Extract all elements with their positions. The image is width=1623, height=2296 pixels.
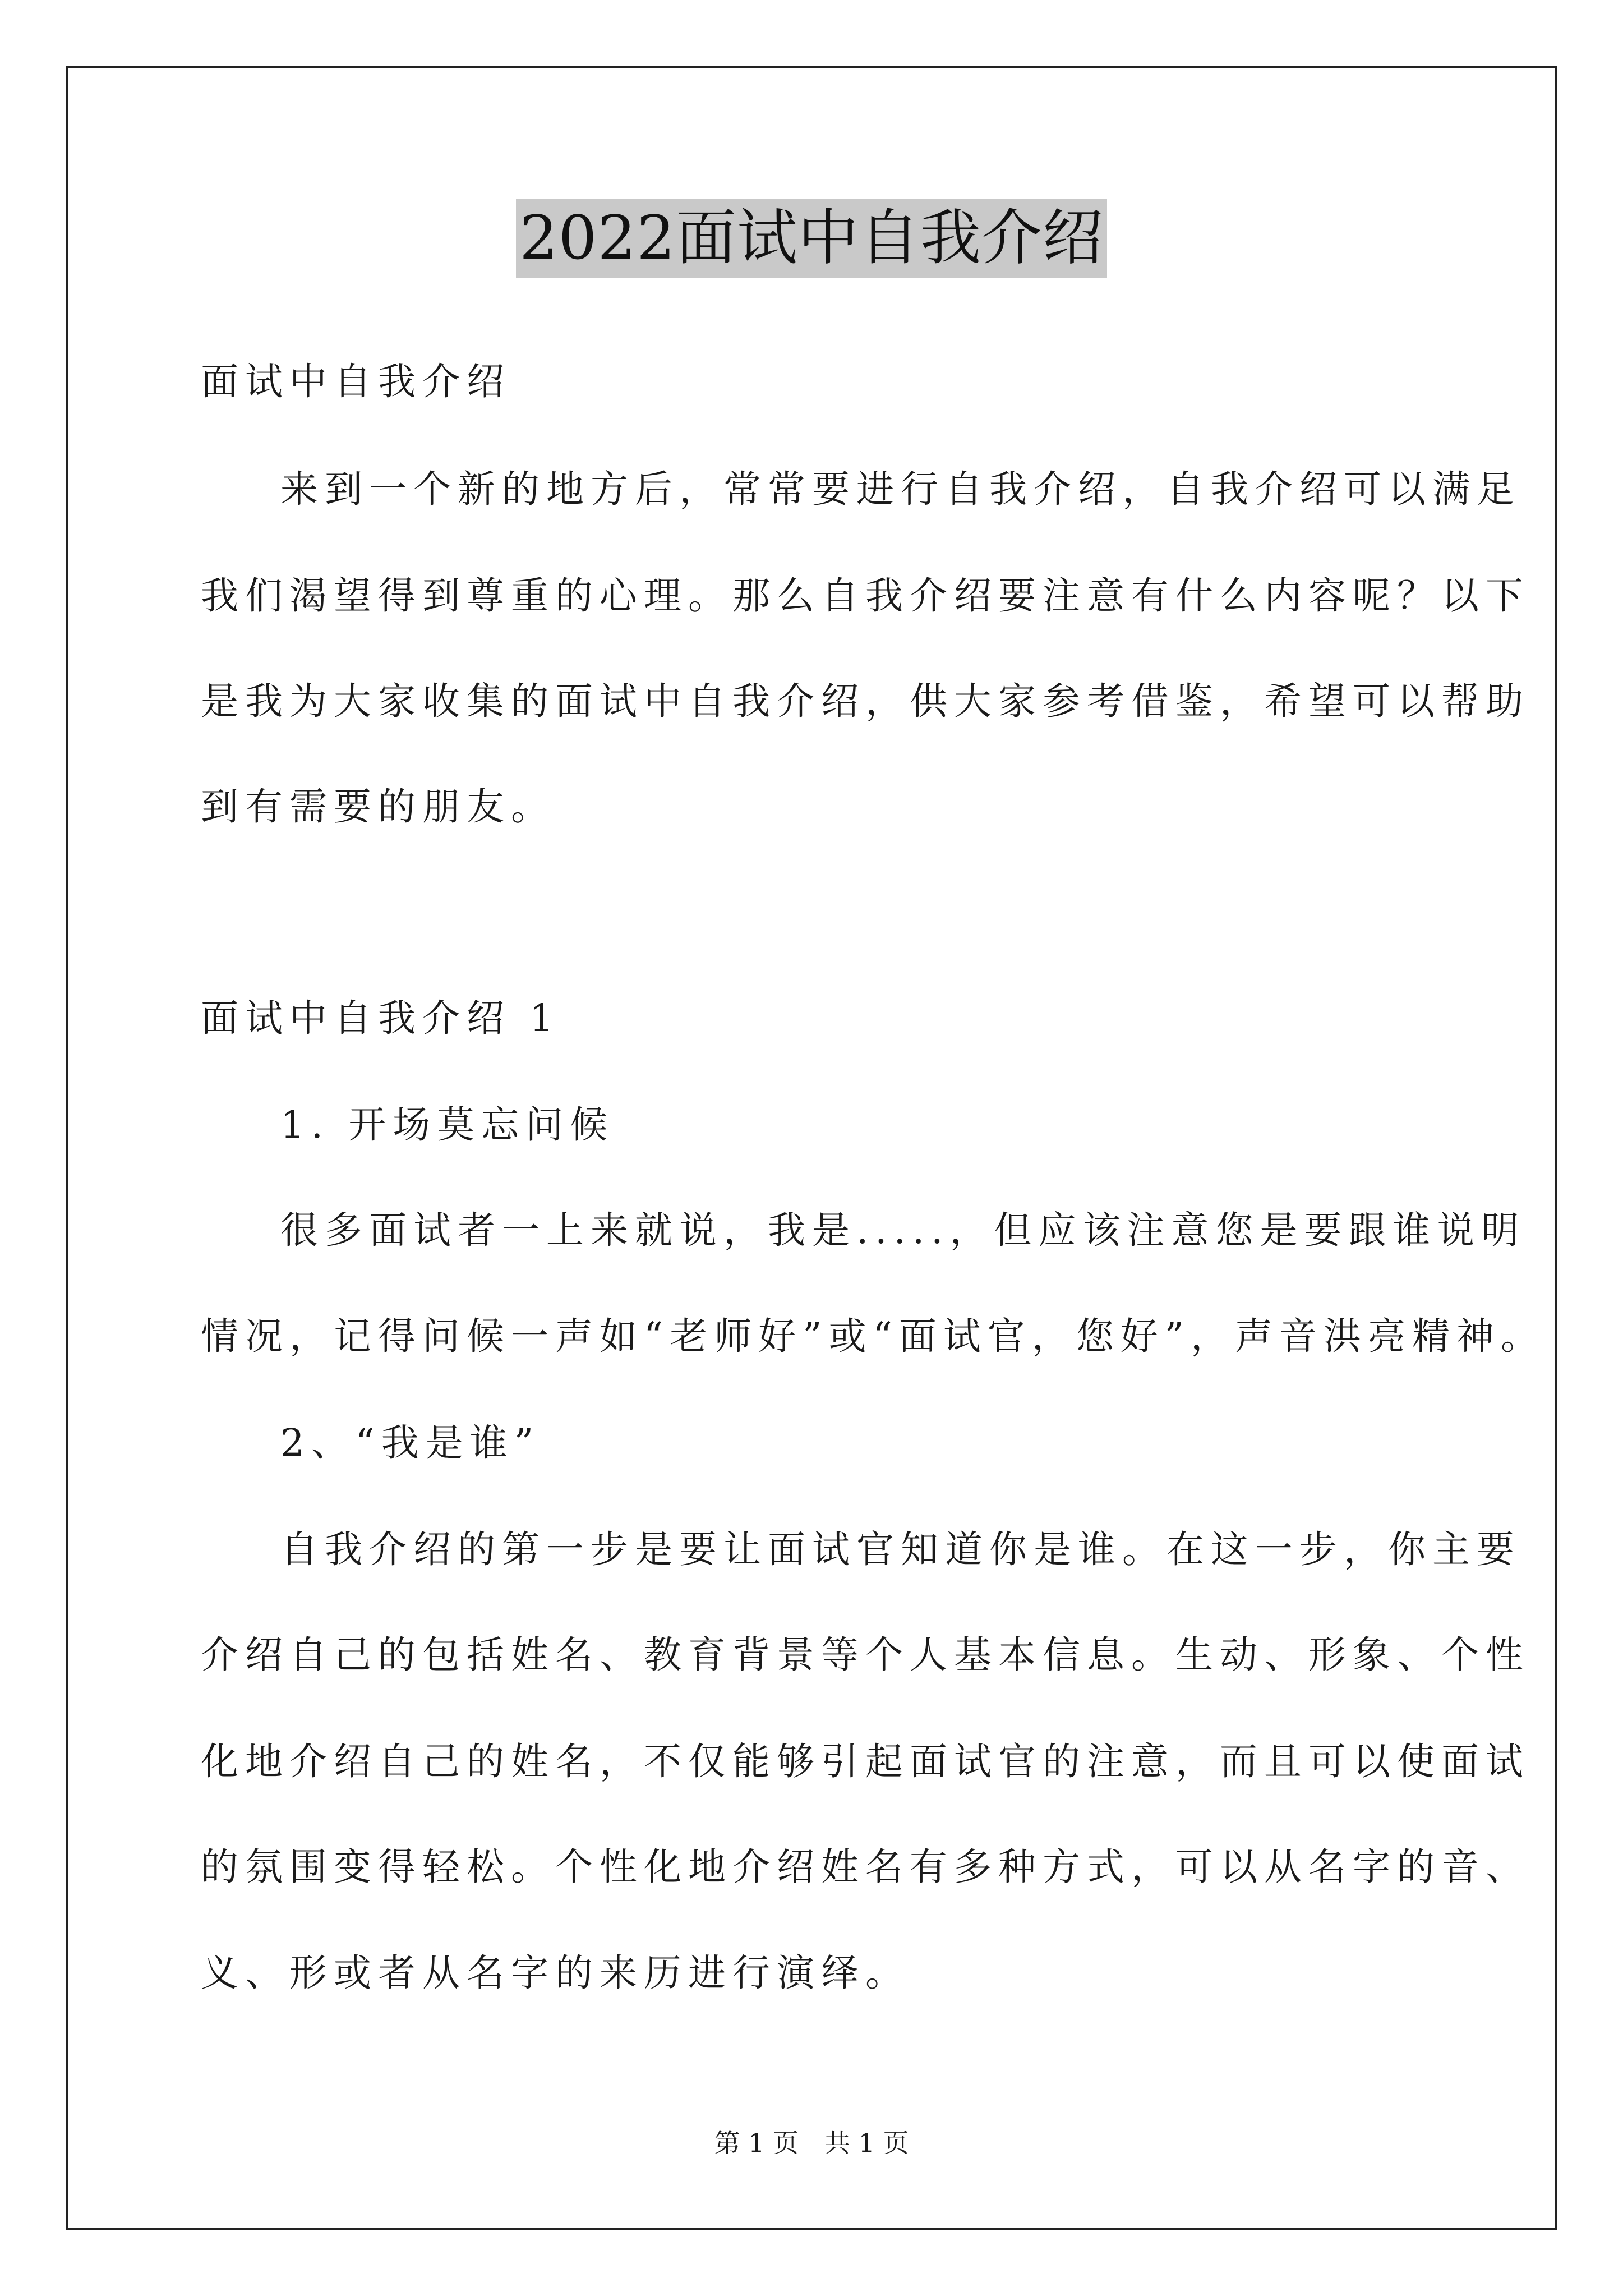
page-footer: 第 1 页 共 1 页 [714, 2128, 909, 2158]
paragraph-line: 义、形或者从名字的来历进行演绎。 [201, 1951, 910, 1995]
paragraph-line: 来到一个新的地方后，常常要进行自我介绍，自我介绍可以满足 [280, 467, 1521, 511]
section-heading-1: 面试中自我介绍 1 [201, 996, 560, 1040]
paragraph-line: 我们渴望得到尊重的心理。那么自我介绍要注意有什么内容呢？以下 [201, 574, 1530, 618]
section-heading-intro: 面试中自我介绍 [201, 360, 511, 403]
paragraph-line: 很多面试者一上来就说，我是.....，但应该注意您是要跟谁说明 [280, 1208, 1526, 1252]
paragraph-line: 化地介绍自己的姓名，不仅能够引起面试官的注意，而且可以使面试 [201, 1740, 1530, 1783]
paragraph-line: 情况，记得问候一声如“老师好”或“面试官，您好”，声音洪亮精神。 [201, 1314, 1546, 1358]
paragraph-line: 到有需要的朋友。 [201, 785, 555, 829]
title-container [0, 199, 1623, 278]
paragraph-line: 自我介绍的第一步是要让面试官知道你是谁。在这一步，你主要 [280, 1527, 1521, 1571]
paragraph-line: 介绍自己的包括姓名、教育背景等个人基本信息。生动、形象、个性 [201, 1633, 1530, 1677]
paragraph-line: 的氛围变得轻松。个性化地介绍姓名有多种方式，可以从名字的音、 [201, 1845, 1530, 1889]
paragraph-line: 是我为大家收集的面试中自我介绍，供大家参考借鉴，希望可以帮助 [201, 679, 1530, 723]
list-item-heading: 2、“我是谁” [280, 1421, 541, 1465]
list-item-heading: 1. 开场莫忘问候 [280, 1103, 615, 1147]
document-title: 2022面试中自我介绍 [516, 199, 1107, 278]
